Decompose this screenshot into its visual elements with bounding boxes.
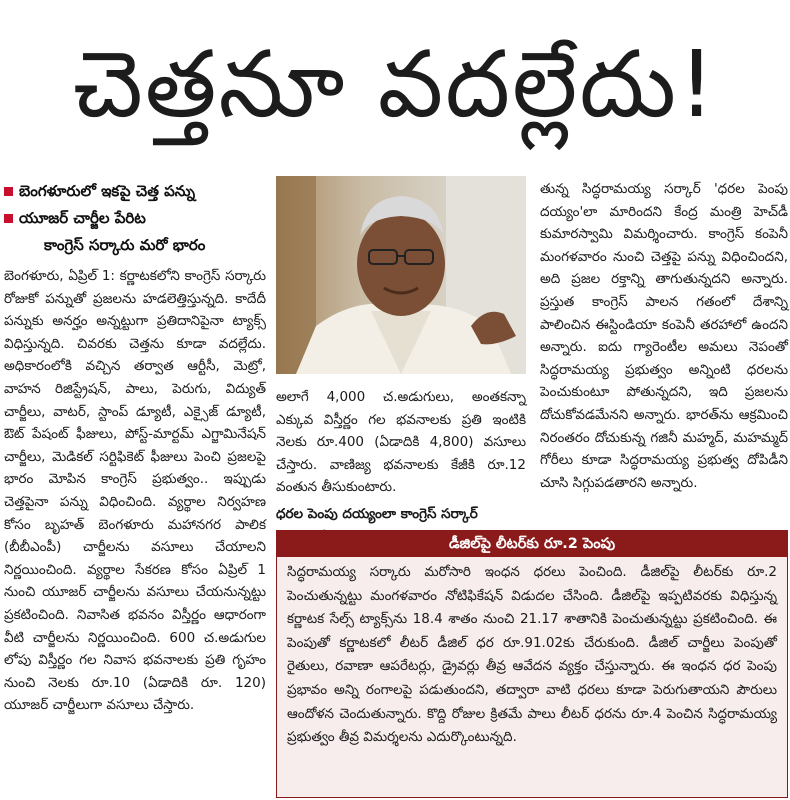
bullet-3-text: కాంగ్రెస్ సర్కారు మరో భారం: [44, 236, 206, 254]
diesel-box-text: సిద్ధరామయ్య సర్కారు మరోసారి ఇంధన ధరలు పెంచింది. డీజిల్‌పై లీటర్‌కు రూ.2 పెంచుతున్నట్టు మంగళవారం నోటిఫికేషన్ విడుదల చేసింది. డీజిల్‌పై ఇప్పటివరకు విధిస్తున్న కర్ణాటక సేల్స్ ట్యాక్స్‌ను 18.4 శాతం నుంచి 21.17 శాతానికి పెంచుతున్నట్టు ప్రకటించింది. ఈ పెంపుతో కర్ణాటకలో లీటర్ డీజిల్ ధర రూ.91.02కు చేరుకుంది. డీజిల్ చార్జీలు పెంపుతో రైతులు, రవాణా ఆపరేటర్లు, డ్రైవర్లు తీవ్ర ఆవేదన వ్యక్తం చేస్తున్నారు. ఈ ఇంధన ధర పెంపు ప్రభావం అన్ని రంగాలపై పడుతుందని, తద్వారా వాటి ధరలు కూడా పెరుగుతాయని పౌరులు ఆందోళన చెందుతున్నారు. కొద్ది రోజుల క్రితమే పాలు లీటర్ ధరను రూ.4 పెంచిన సిద్ధరామయ్య ప్రభుత్వం తీవ్ర విమర్శలను ఎదుర్కొంటున్నది.: [287, 564, 777, 746]
bullet-3: [4, 232, 266, 259]
bullet-2: [4, 205, 266, 232]
column-2-subhead: ధరల పెంపు దయ్యంలా కాంగ్రెస్ సర్కార్: [276, 505, 478, 522]
bullet-2-text: యూజర్ చార్జీల పేరిట: [19, 209, 146, 227]
bullet-1: [4, 178, 266, 205]
column-2: [276, 380, 526, 530]
headline: చెత్తనూ వదల్లేదు!: [72, 31, 718, 138]
column-2-paragraph: అలాగే 4,000 చ.అడుగులు, అంతకన్నా ఎక్కువ విస్తీర్ణం గల భవనాలకు ప్రతి ఇంటికి నెలకు రూ.400 (ఏడాదికి 4,800) వసూలు చేస్తారు. వాణిజ్య భవనాలకు కేజీకి రూ.12 వంతున తీసుకుంటారు.: [276, 389, 526, 496]
politician-photo: [276, 176, 526, 374]
column-1: [4, 178, 266, 796]
column-1-paragraph: బెంగళూరు, ఏప్రిల్ 1: కర్ణాటకలోని కాంగ్రెస్ సర్కారు రోజుకో పన్నుతో ప్రజలను హడలెత్తిస్తున్నది. కాదేదీ పన్నుకు అనర్హం అన్నట్టుగా ప్రతిదానిపైనా ట్యాక్స్ విధిస్తున్నది. చివరకు చెత్తను కూడా వదల్లేదు. అధికారంలోకి వచ్చిన తర్వాత ఆర్టీసీ, మెట్రో, వాహన రిజిస్ట్రేషన్, పాలు, పెరుగు, విద్యుత్ చార్జీలు, వాటర్, స్టాంప్ డ్యూటీ, ఎక్సైజ్ డ్యూటీ, ఔట్ పేషంట్ ఫీజులు, పోస్ట్-మార్టమ్ ఎగ్జామినేషన్ చార్జీలు, మెడికల్ సర్టిఫికెట్ ఫీజులు పెంచి ప్రజలపై భారం మోపిన కాంగ్రెస్ ప్రభుత్వం.. ఇప్పుడు చెత్తపైనా పన్ను విధించింది. వ్యర్థాల నిర్వహణ కోసం బృహత్ బెంగళూరు మహానగర పాలిక (బీబీఎంపీ) చార్జీలను వసూలు చేయాలని నిర్ణయించింది. వ్యర్థాల సేకరణ కోసం ఏప్రిల్ 1 నుంచి యూజర్ చార్జీలను వసూలు చేయనున్నట్టు ప్రకటించింది. నివాసిత భవనం విస్తీర్ణం ఆధారంగా వీటి చార్జీలను నిర్ణయించింది. 600 చ.అడుగుల లోపు విస్తీర్ణం గల నివాస భవనాలకు ప్రతి గృహం నుంచి నెలకు రూ.10 (ఏడాదికి రూ. 120) యూజర్ చార్జీలుగా వసూలు చేస్తారు.: [4, 268, 266, 714]
bullet-square-icon: [4, 214, 13, 223]
bullet-square-icon: [4, 187, 13, 196]
column-3: [540, 178, 788, 516]
column-1-body: [4, 265, 266, 717]
diesel-price-box: [276, 530, 788, 798]
diesel-box-title: డీజిల్‌పై లీటర్‌కు రూ.2 పెంపు: [277, 531, 787, 557]
bullet-1-text: బెంగళూరులో ఇకపై చెత్త పన్ను: [19, 182, 196, 200]
column-3-paragraph: తున్న సిద్ధరామయ్య సర్కార్ 'ధరల పెంపు దయ్యం'లా మారిందని కేంద్ర మంత్రి హెచ్‌డీ కుమారస్వామి విమర్శించారు. కాంగ్రెస్ కంపెనీ మంగళవారం నుంచి చెత్తపై పన్ను విధించిందని, అది ప్రజల రక్తాన్ని తాగుతున్నదని అన్నారు. ప్రస్తుత కాంగ్రెస్ పాలన గతంలో దేశాన్ని పాలించిన ఈస్టిండియా కంపెనీ తరహాలో ఉందని అన్నారు. ఐదు గ్యారెంటీల అమలు నెపంతో సిద్ధరామయ్య ప్రభుత్వం అన్నింటి ధరలను పెంచుకుంటూ పోతున్నదని, ఇది ప్రజలను దోచుకోవడమేనని అన్నారు. భారత్‌ను ఆక్రమించి నిరంతరం దోచుకున్న గజినీ మహ్మద్, మహమ్మద్ గోరీలు కూడా సిద్ధరామయ్య ప్రభుత్వ దోపిడీని చూసి సిగ్గుపడతారని అన్నారు.: [540, 181, 788, 491]
portrait-image: [276, 176, 526, 374]
